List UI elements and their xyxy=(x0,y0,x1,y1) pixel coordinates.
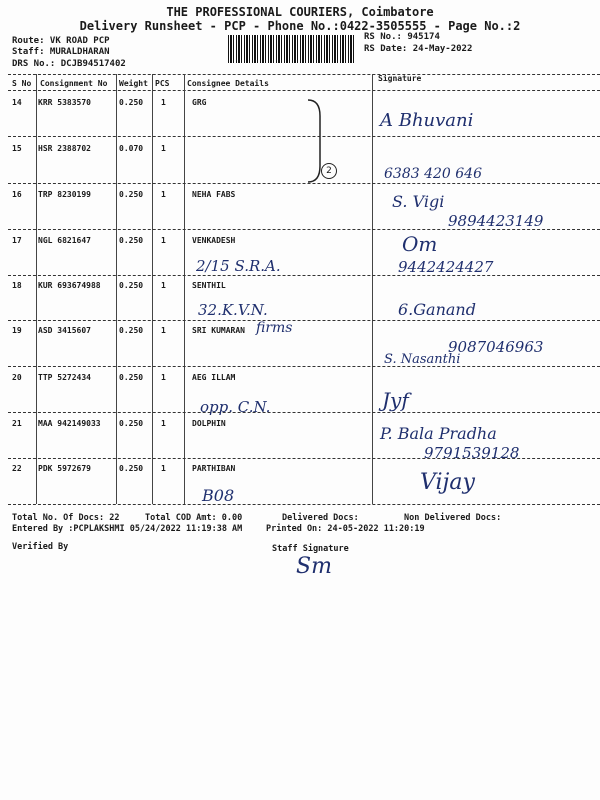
row-pcs: 1 xyxy=(161,144,166,153)
row-rule xyxy=(8,412,600,413)
total-cod: Total COD Amt: 0.00 xyxy=(145,513,243,523)
row-rule xyxy=(8,275,600,276)
row-weight: 0.250 xyxy=(119,464,144,473)
row-sno: 17 xyxy=(12,236,22,245)
address-row18: 32.K.V.N. xyxy=(198,301,268,319)
row-consignee: VENKADESH xyxy=(192,236,236,245)
rs-number: RS No.: 945174 xyxy=(364,32,440,42)
row-consignee: SRI KUMARAN xyxy=(192,326,245,335)
row-consignment: TTP 5272434 xyxy=(38,373,91,382)
company-title: THE PROFESSIONAL COURIERS, Coimbatore xyxy=(166,5,434,19)
row-sno: 18 xyxy=(12,281,22,290)
row-sno: 14 xyxy=(12,98,22,107)
circled-number: 2 xyxy=(321,163,337,179)
row-consignee: GRG xyxy=(192,98,207,107)
row-pcs: 1 xyxy=(161,373,166,382)
row-weight: 0.070 xyxy=(119,144,144,153)
signature-row18: 6.Ganand xyxy=(398,300,476,319)
col-divider xyxy=(116,74,117,504)
non-delivered-docs: Non Delivered Docs: xyxy=(404,513,502,523)
phone-row19: 9087046963 xyxy=(448,338,544,356)
row-sno: 16 xyxy=(12,190,22,199)
row-weight: 0.250 xyxy=(119,373,144,382)
row-consignment: HSR 2388702 xyxy=(38,144,91,153)
row-pcs: 1 xyxy=(161,419,166,428)
phone-row16: 9894423149 xyxy=(448,212,544,230)
row-weight: 0.250 xyxy=(119,190,144,199)
delivered-docs: Delivered Docs: xyxy=(282,513,359,523)
entered-by: Entered By :PCPLAKSHMI 05/24/2022 11:19:38 AM xyxy=(12,524,243,534)
row-consignment: PDK 5972679 xyxy=(38,464,91,473)
staff-label: Staff: MURALDHARAN xyxy=(12,47,110,57)
row-sno: 15 xyxy=(12,144,22,153)
header-weight: Weight xyxy=(119,79,148,88)
signature-row16: S. Vigi xyxy=(392,192,445,211)
table-top-rule xyxy=(8,74,600,75)
staff-signature-label: Staff Signature xyxy=(272,544,349,554)
header-consignee: Consignee Details xyxy=(187,79,269,88)
verified-by: Verified By xyxy=(12,542,69,552)
row-pcs: 1 xyxy=(161,281,166,290)
table-header-rule xyxy=(8,90,600,91)
row-weight: 0.250 xyxy=(119,236,144,245)
col-divider xyxy=(152,74,153,504)
row-weight: 0.250 xyxy=(119,326,144,335)
phone-row21: 9791539128 xyxy=(424,444,520,462)
header-sno: S No xyxy=(12,79,32,88)
row-consignee: SENTHIL xyxy=(192,281,226,290)
row-pcs: 1 xyxy=(161,98,166,107)
phone-row15: 6383 420 646 xyxy=(384,166,482,182)
row-consignee: PARTHIBAN xyxy=(192,464,236,473)
row-pcs: 1 xyxy=(161,236,166,245)
row-sno: 19 xyxy=(12,326,22,335)
signature-row14: A Bhuvani xyxy=(380,110,474,131)
row-consignee: AEG ILLAM xyxy=(192,373,236,382)
header-pcs: PCS xyxy=(155,79,170,88)
row-weight: 0.250 xyxy=(119,419,144,428)
staff-signature: Sm xyxy=(296,554,332,579)
route-label: Route: VK ROAD PCP xyxy=(12,36,110,46)
row-consignee: NEHA FABS xyxy=(192,190,236,199)
table-bottom-rule xyxy=(8,504,600,505)
row-pcs: 1 xyxy=(161,190,166,199)
runsheet-title: Delivery Runsheet - PCP - Phone No.:0422-3505555 - Page No.:2 xyxy=(79,19,521,33)
col-divider xyxy=(372,74,373,504)
signature-row20: Jyf xyxy=(382,388,409,412)
col-divider xyxy=(36,74,37,504)
signature-row19: S. Nasanthi xyxy=(384,352,461,367)
row-consignment: KRR 5383570 xyxy=(38,98,91,107)
signature-row22: Vijay xyxy=(420,470,475,495)
total-docs: Total No. Of Docs: 22 xyxy=(12,513,120,523)
address-row20: opp. C.N. xyxy=(200,398,271,416)
col-divider xyxy=(184,74,185,504)
header-consignment: Consignment No xyxy=(40,79,108,88)
row-pcs: 1 xyxy=(161,464,166,473)
signature-row21: P. Bala Pradha xyxy=(380,424,497,443)
firm-note-row19: firms xyxy=(256,320,293,336)
signature-row17: Om xyxy=(402,232,438,256)
row-rule xyxy=(8,136,600,137)
row-consignment: MAA 942149033 xyxy=(38,419,101,428)
address-row22: B08 xyxy=(202,486,235,505)
row-weight: 0.250 xyxy=(119,98,144,107)
row-consignment: KUR 693674988 xyxy=(38,281,101,290)
header-signature: Signature xyxy=(378,74,422,83)
barcode xyxy=(228,35,354,63)
address-row17: 2/15 S.R.A. xyxy=(196,257,281,275)
row-sno: 20 xyxy=(12,373,22,382)
row-weight: 0.250 xyxy=(119,281,144,290)
phone-row17: 9442424427 xyxy=(398,258,494,276)
row-consignee: DOLPHIN xyxy=(192,419,226,428)
rs-date: RS Date: 24-May-2022 xyxy=(364,44,473,54)
row-rule xyxy=(8,320,600,321)
row-consignment: NGL 6821647 xyxy=(38,236,91,245)
drs-number: DRS No.: DCJB94517402 xyxy=(12,59,126,69)
row-consignment: TRP 8230199 xyxy=(38,190,91,199)
printed-on: Printed On: 24-05-2022 11:20:19 xyxy=(266,524,425,534)
row-rule xyxy=(8,183,600,184)
row-consignment: ASD 3415607 xyxy=(38,326,91,335)
row-rule xyxy=(8,366,600,367)
row-pcs: 1 xyxy=(161,326,166,335)
row-sno: 21 xyxy=(12,419,22,428)
row-sno: 22 xyxy=(12,464,22,473)
